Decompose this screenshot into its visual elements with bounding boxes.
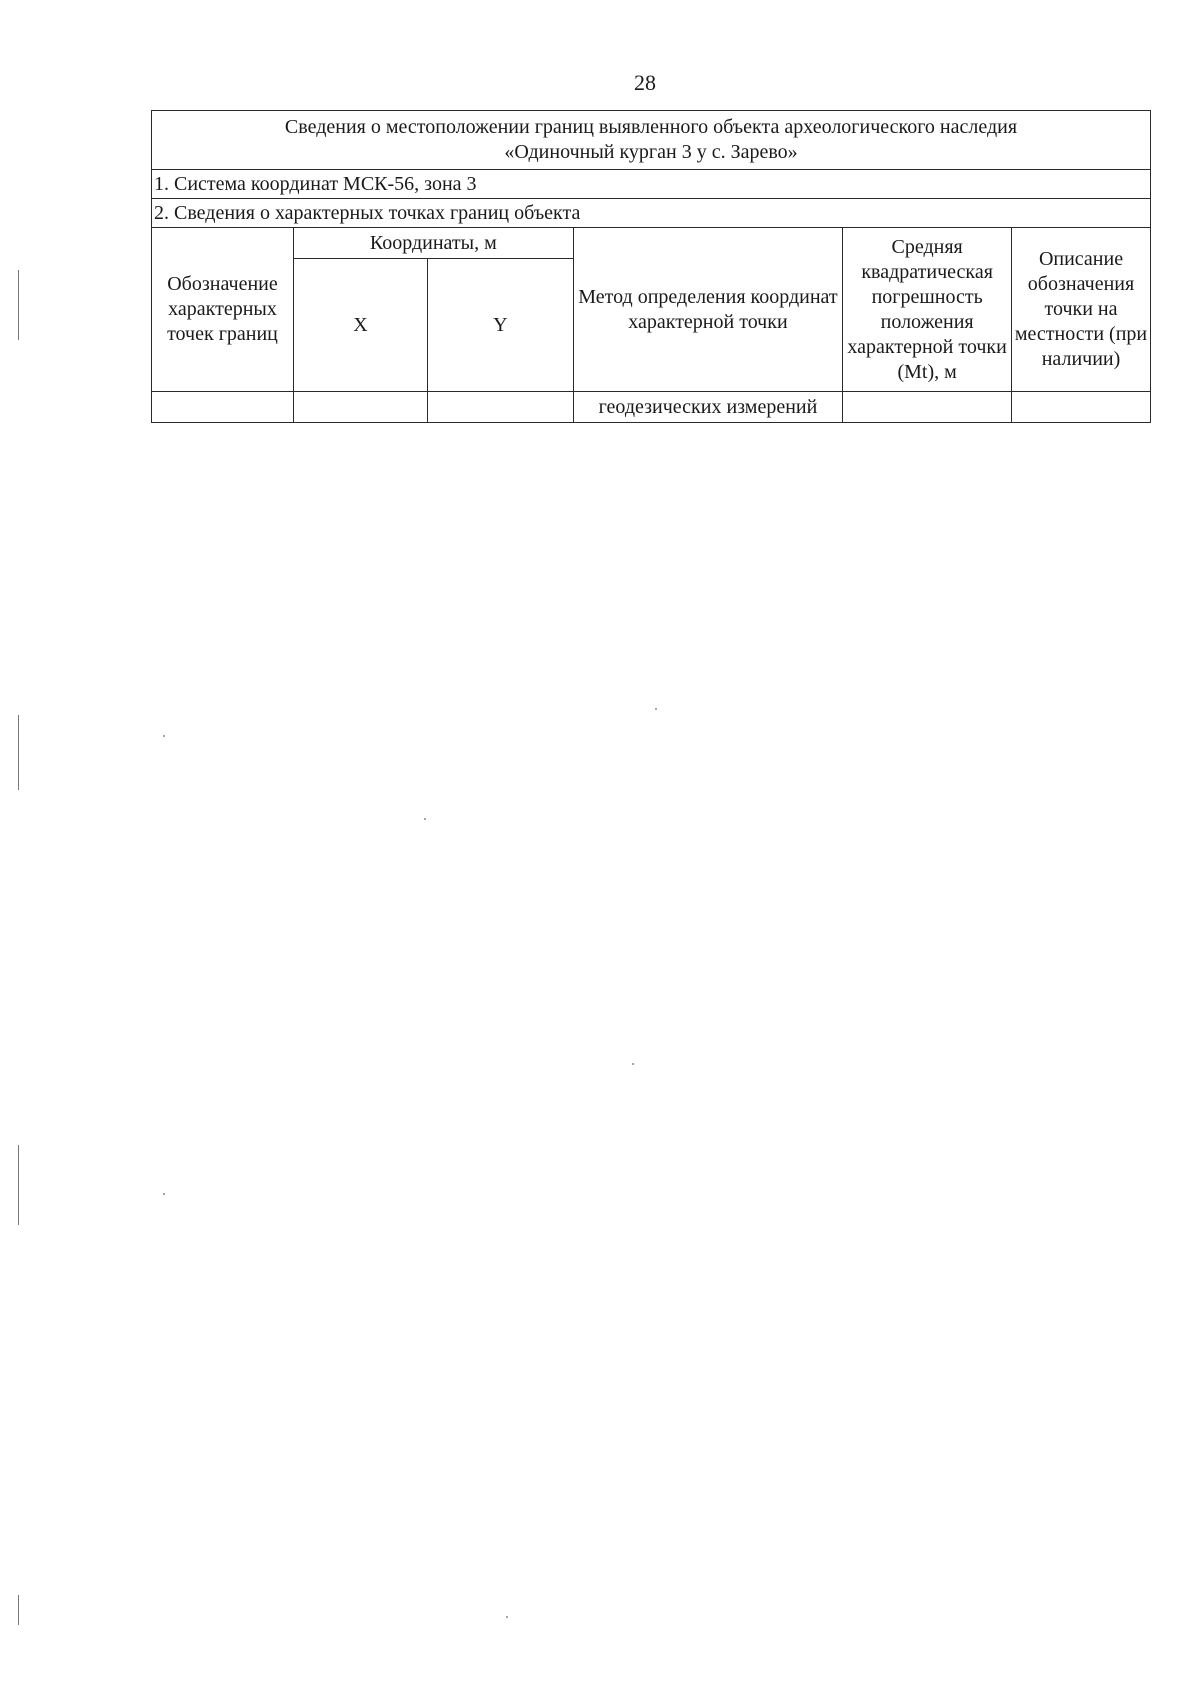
scan-mark bbox=[18, 1145, 19, 1225]
cell-x bbox=[293, 392, 427, 423]
header-coordinates: Координаты, м bbox=[293, 228, 573, 259]
scan-mark bbox=[18, 270, 19, 340]
scan-speck bbox=[424, 818, 426, 820]
page-number: 28 bbox=[634, 70, 656, 95]
header-designation: Обозначение характерных точек границ bbox=[152, 228, 294, 392]
cell-method: геодезических измерений bbox=[573, 392, 843, 423]
scan-speck bbox=[506, 1616, 508, 1618]
scan-speck bbox=[655, 708, 657, 710]
scan-speck bbox=[163, 1193, 165, 1195]
table-title bbox=[152, 111, 1151, 170]
cell-description bbox=[1012, 392, 1151, 423]
header-error: Средняя квадратическая погрешность положения характерной точки (Mt), м bbox=[843, 228, 1012, 392]
cell-y bbox=[427, 392, 573, 423]
header-y: Y bbox=[427, 259, 573, 392]
cell-designation bbox=[152, 392, 294, 423]
header-method: Метод определения координат характерной точки bbox=[573, 228, 843, 392]
boundary-info-table bbox=[151, 110, 1151, 423]
table-title-line1: Сведения о местоположении границ выявленного объекта археологического наследия bbox=[284, 116, 1018, 138]
header-description: Описание обозначения точки на местности (при наличии) bbox=[1012, 228, 1151, 392]
scan-speck bbox=[163, 735, 165, 737]
scan-mark bbox=[18, 715, 19, 790]
header-x: X bbox=[293, 259, 427, 392]
scan-mark bbox=[18, 1595, 19, 1625]
table-title-line2: «Одиночный курган 3 у с. Зарево» bbox=[504, 141, 798, 163]
characteristic-points-row: 2. Сведения о характерных точках границ объекта bbox=[152, 199, 1151, 228]
coordinate-system-row: 1. Система координат МСК-56, зона 3 bbox=[152, 170, 1151, 199]
scan-speck bbox=[632, 1063, 634, 1065]
table-row bbox=[152, 392, 1151, 423]
cell-error bbox=[843, 392, 1012, 423]
